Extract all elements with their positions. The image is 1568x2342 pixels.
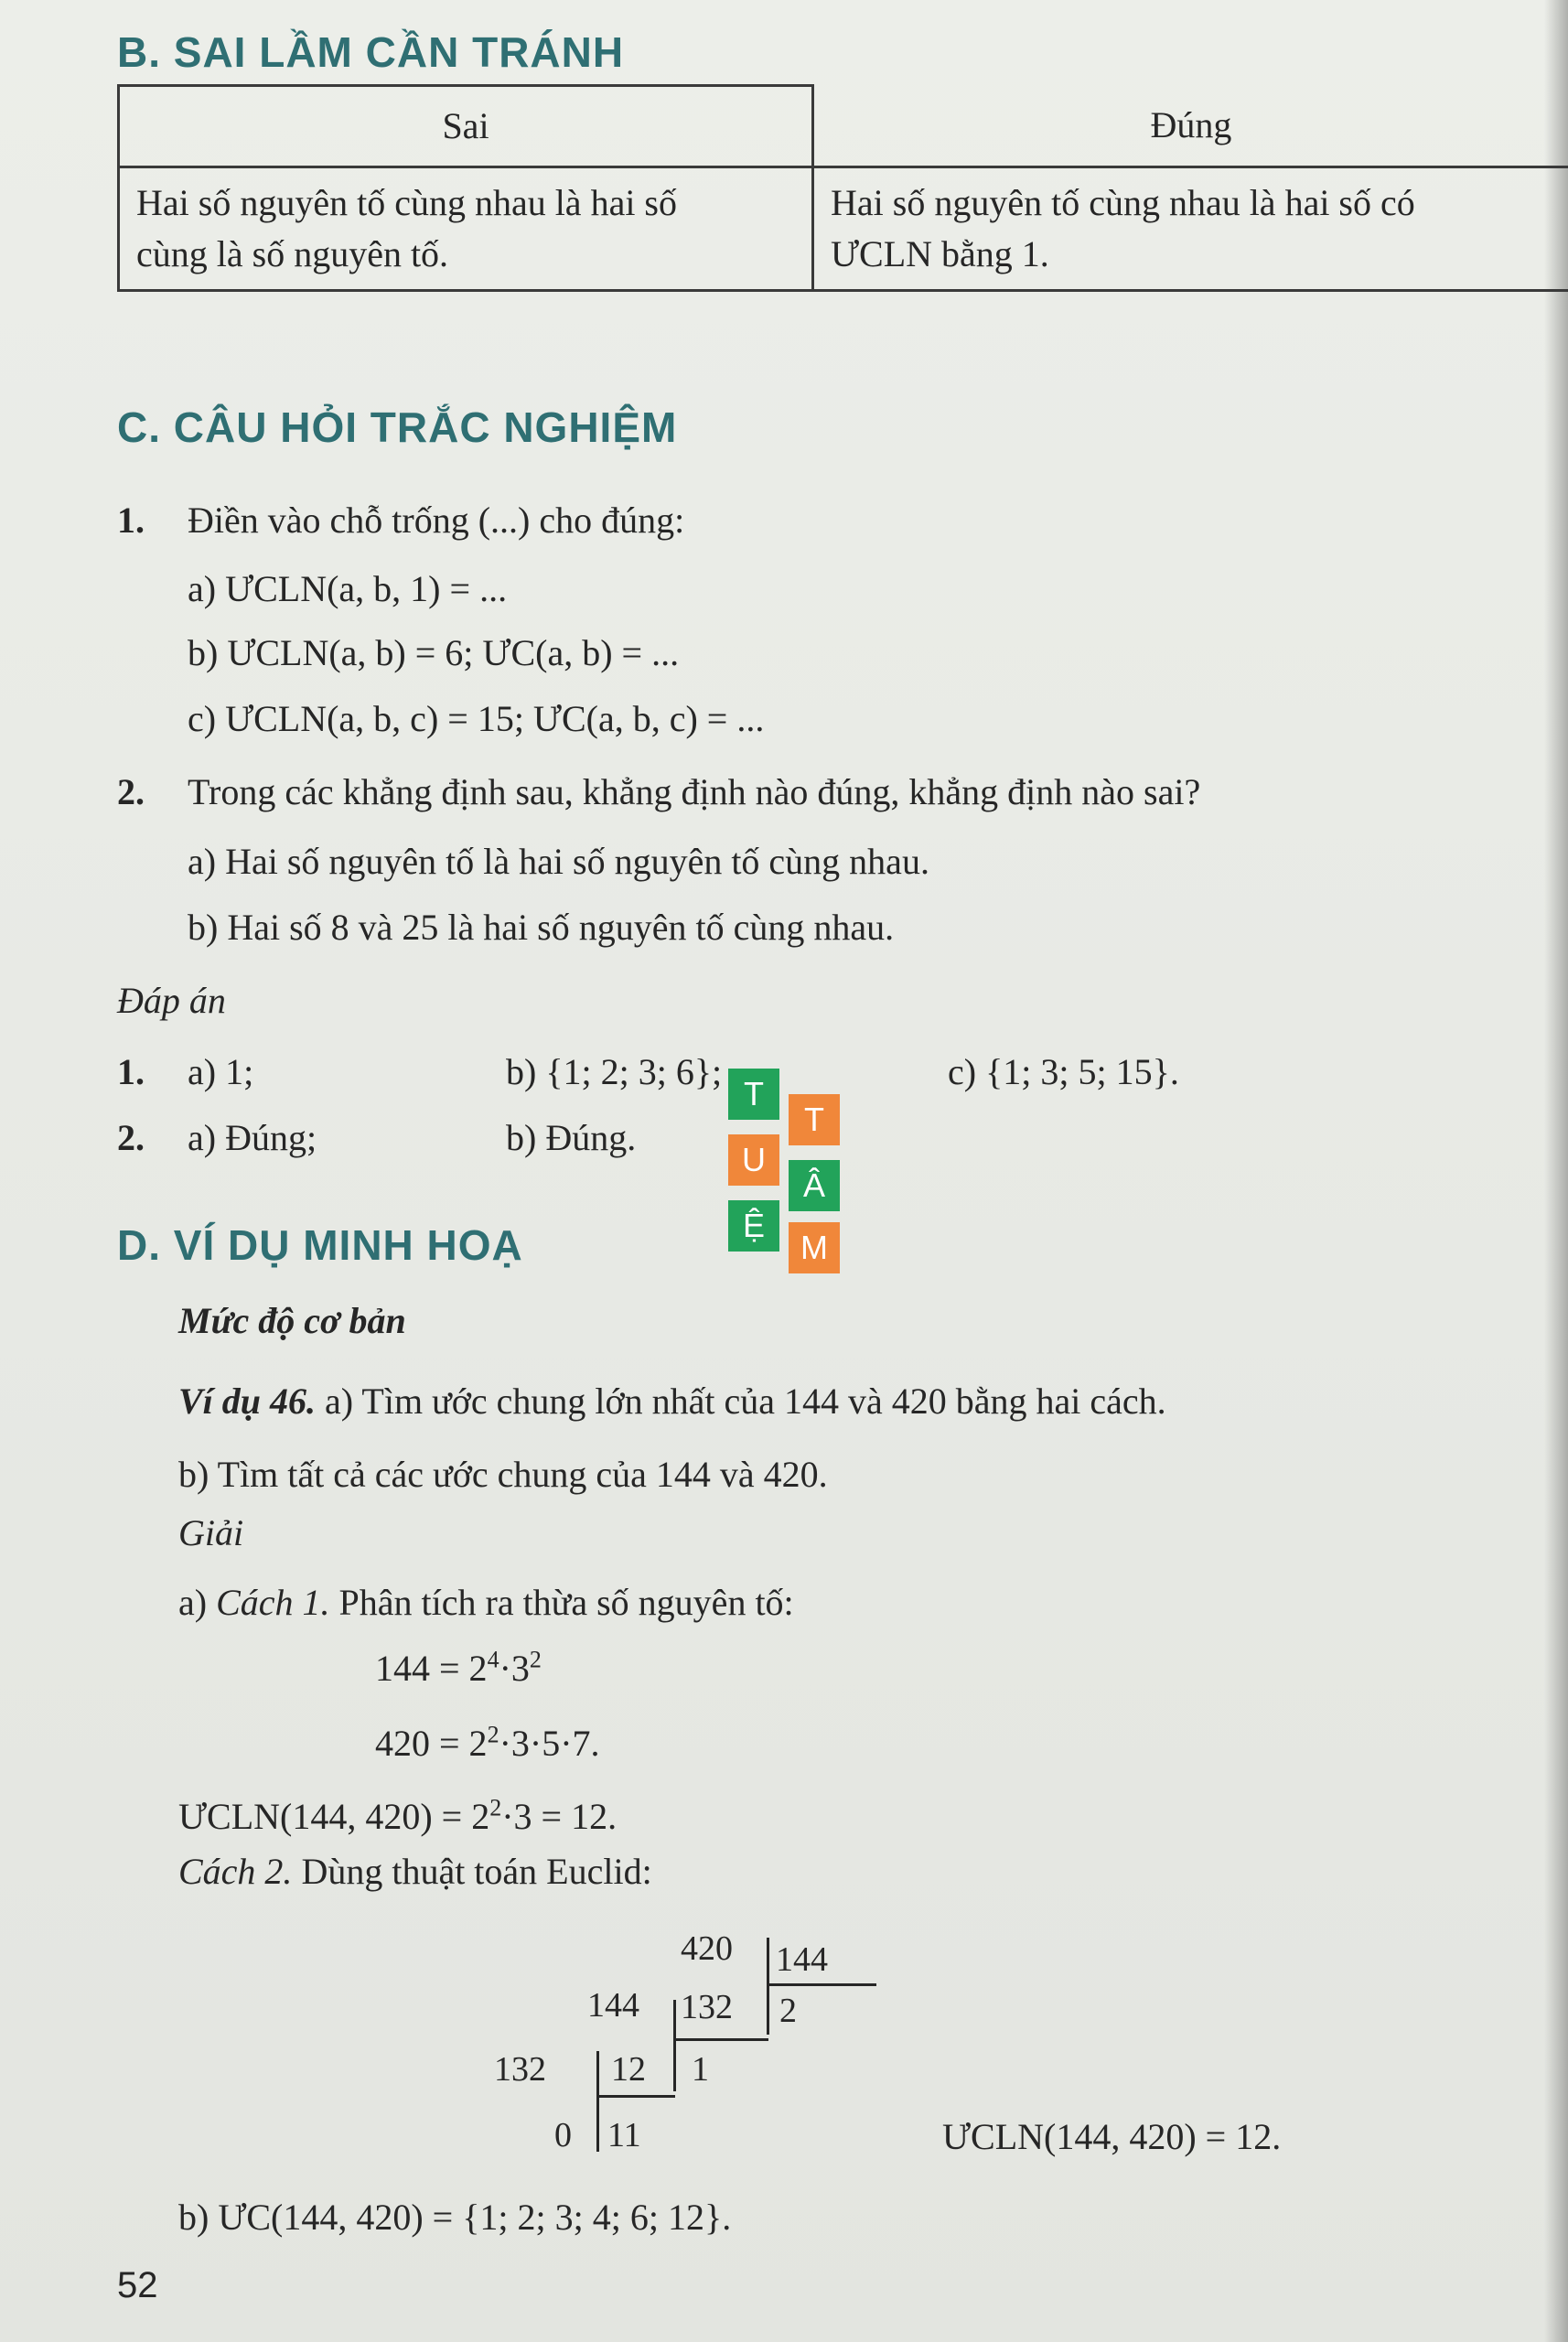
- euclid-hbar-1: [767, 1983, 876, 1986]
- q2-number: 2.: [117, 771, 145, 812]
- euclid-vbar-3: [596, 2051, 599, 2152]
- gcd-rest: ·3 = 12.: [501, 1796, 618, 1837]
- answer-2-a: a) Đúng;: [188, 1117, 317, 1158]
- q1-a: a) ƯCLN(a, b, 1) = ...: [188, 568, 508, 609]
- header-wrong-text: Sai: [442, 105, 489, 146]
- section-b-title: B. SAI LẦM CẦN TRÁNH: [117, 28, 625, 76]
- header-right-text: Đúng: [1150, 104, 1232, 146]
- q1-b: b) ƯCLN(a, b) = 6; ƯC(a, b) = ...: [188, 632, 680, 673]
- equation-144: [375, 1647, 542, 1691]
- wrong-line-1: Hai số nguyên tố cùng nhau là hai số: [136, 182, 677, 223]
- logo-tile-5: Ệ: [728, 1200, 779, 1252]
- table-cell-right: [813, 167, 1568, 291]
- euclid-hbar-3: [596, 2095, 675, 2098]
- logo-tile-4: Â: [789, 1160, 840, 1211]
- example-46-b: b) Tìm tất cả các ước chung của 144 và 420.: [178, 1454, 828, 1495]
- solution-label: Giải: [178, 1512, 244, 1553]
- euclid-quotient-2: 2: [779, 1992, 797, 2030]
- gcd-method-1: [178, 1795, 617, 1839]
- example-a-text: a) Tìm ước chung lớn nhất của 144 và 420 bằng hai cách.: [325, 1380, 1166, 1422]
- eq1-left: 144 = 2: [375, 1648, 488, 1689]
- tuetam-logo: [725, 1069, 845, 1273]
- q1-c: c) ƯCLN(a, b, c) = 15; ƯC(a, b, c) = ...: [188, 698, 765, 739]
- page-spine-shadow: [1544, 0, 1568, 2342]
- euclid-hbar-2: [673, 2038, 768, 2041]
- answer-1-c: c) {1; 3; 5; 15}.: [948, 1051, 1179, 1092]
- page-number: 52: [117, 2265, 158, 2305]
- euclid-0: 0: [554, 2116, 572, 2154]
- equation-420: [375, 1722, 600, 1766]
- method-2-label: Cách 2.: [178, 1851, 293, 1892]
- section-d-title: D. VÍ DỤ MINH HOẠ: [117, 1221, 523, 1269]
- method-2-line: [178, 1850, 652, 1894]
- wrong-line-2: cùng là số nguyên tố.: [136, 233, 449, 274]
- euclid-132-a: 132: [681, 1988, 733, 2026]
- q2-a: a) Hai số nguyên tố là hai số nguyên tố cùng nhau.: [188, 841, 929, 882]
- q1-text: Điền vào chỗ trống (...) cho đúng:: [188, 500, 685, 541]
- eq2-exp1: 2: [487, 1721, 499, 1748]
- q2-b: b) Hai số 8 và 25 là hai số nguyên tố cùng nhau.: [188, 907, 895, 948]
- right-line-2: ƯCLN bằng 1.: [831, 233, 1049, 274]
- example-46-a: [178, 1380, 1166, 1423]
- method-1-text: Phân tích ra thừa số nguyên tố:: [329, 1582, 794, 1623]
- euclid-division: [494, 1921, 878, 2159]
- gcd-method-2-result: ƯCLN(144, 420) = 12.: [942, 2116, 1282, 2157]
- euclid-vbar-1: [767, 1938, 769, 2035]
- gcd-left: ƯCLN(144, 420) = 2: [178, 1796, 490, 1837]
- euclid-12: 12: [611, 2050, 646, 2089]
- euclid-quotient-1: 1: [692, 2050, 709, 2089]
- eq1-mid: ·3: [499, 1648, 530, 1689]
- part-a-prefix: a): [178, 1582, 217, 1623]
- answer-1-b: b) {1; 2; 3; 6};: [506, 1051, 723, 1092]
- answer-2-b: b) Đúng.: [506, 1117, 637, 1158]
- answer-1-number: 1.: [117, 1051, 145, 1092]
- eq1-exp1: 4: [487, 1646, 499, 1673]
- euclid-144-dividend: 144: [587, 1986, 639, 2025]
- example-label: Ví dụ 46.: [178, 1380, 317, 1422]
- euclid-144-divisor: 144: [776, 1940, 828, 1979]
- method-1-line: [178, 1581, 794, 1625]
- right-line-1: Hai số nguyên tố cùng nhau là hai số có: [831, 182, 1415, 223]
- eq1-exp2: 2: [529, 1646, 542, 1673]
- section-c-title: C. CÂU HỎI TRẮC NGHIỆM: [117, 403, 678, 451]
- level-label: Mức độ cơ bản: [178, 1300, 406, 1341]
- answer-1-a: a) 1;: [188, 1051, 254, 1092]
- euclid-132-b: 132: [494, 2050, 546, 2089]
- part-b-answer: b) ƯC(144, 420) = {1; 2; 3; 4; 6; 12}.: [178, 2197, 732, 2238]
- answer-2-number: 2.: [117, 1117, 145, 1158]
- eq2-left: 420 = 2: [375, 1723, 488, 1764]
- method-2-text: Dùng thuật toán Euclid:: [292, 1851, 652, 1892]
- logo-tile-6: M: [789, 1222, 840, 1273]
- logo-tile-2: T: [789, 1094, 840, 1145]
- euclid-420: 420: [681, 1929, 733, 1968]
- table-cell-wrong: [119, 167, 813, 291]
- euclid-vbar-2: [673, 2000, 676, 2091]
- gcd-exp: 2: [489, 1794, 502, 1821]
- logo-tile-1: T: [728, 1069, 779, 1120]
- table-header-wrong: [119, 86, 813, 167]
- method-1-label: Cách 1.: [216, 1582, 330, 1623]
- answers-label: Đáp án: [117, 980, 226, 1021]
- eq2-rest: ·3·5·7.: [499, 1723, 600, 1764]
- mistakes-table: [117, 84, 1568, 292]
- logo-tile-3: U: [728, 1134, 779, 1186]
- q2-text: Trong các khẳng định sau, khẳng định nào đúng, khẳng định nào sai?: [188, 771, 1201, 812]
- euclid-11: 11: [607, 2116, 641, 2154]
- table-header-right: [813, 86, 1568, 167]
- q1-number: 1.: [117, 500, 145, 541]
